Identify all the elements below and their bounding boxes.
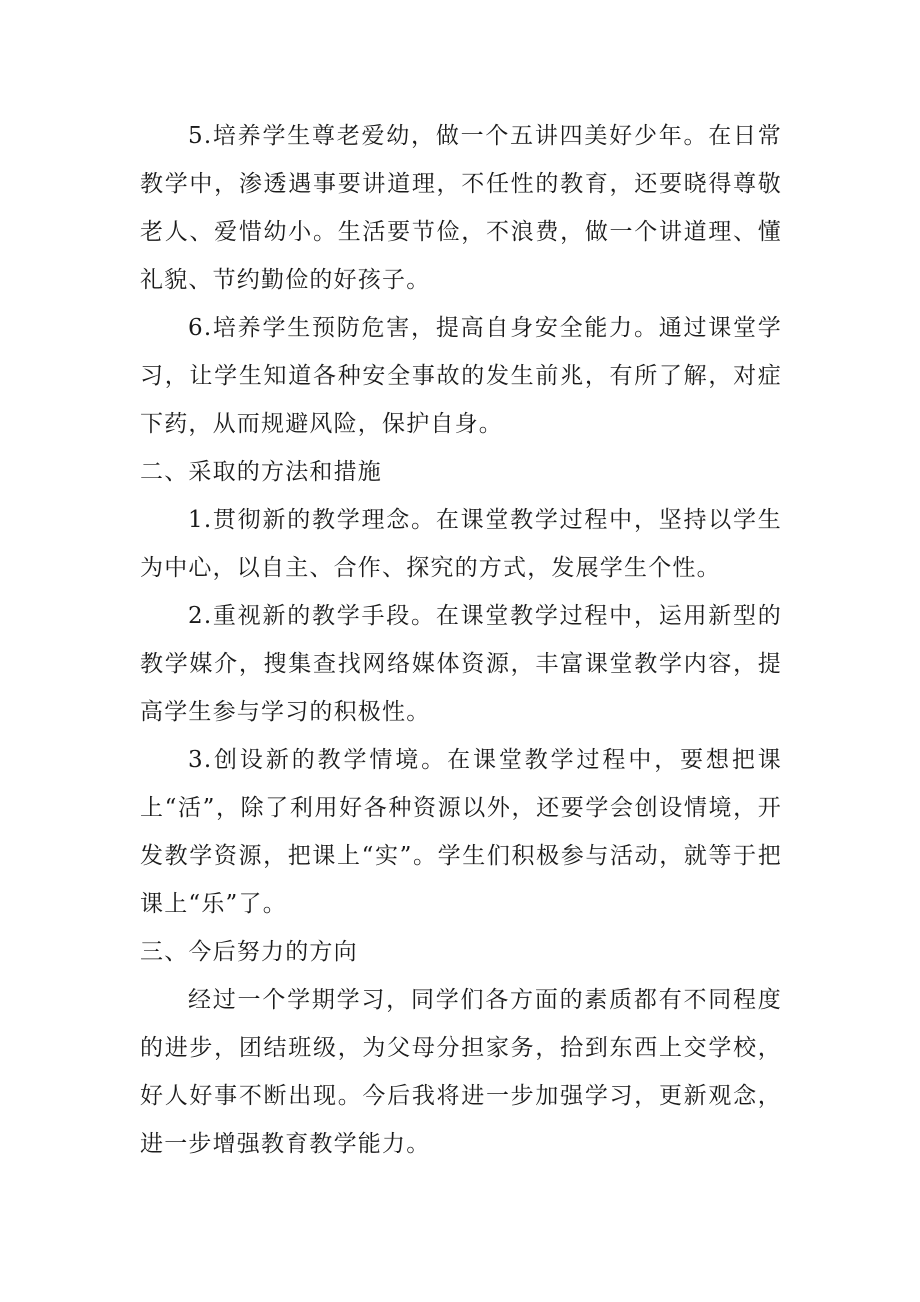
paragraph-method-3: 3.创设新的教学情境。在课堂教学过程中，要想把课上“活”，除了利用好各种资源以外，还要学会创设情境，开发教学资源，把课上“实”。学生们积极参与活动，就等于把课上“乐”了。 [140, 747, 782, 917]
document-page [140, 112, 782, 1168]
paragraph-method-1: 1.贯彻新的教学理念。在课堂教学过程中，坚持以学生为中心，以自主、合作、探究的方式，发展学生个性。 [140, 507, 782, 581]
section-heading-methods: 二、采取的方法和措施 [140, 459, 382, 485]
paragraph-future: 经过一个学期学习，同学们各方面的素质都有不同程度的进步，团结班级，为父母分担家务，拾到东西上交学校，好人好事不断出现。今后我将进一步加强学习，更新观念，进一步增强教育教学能力。 [140, 987, 782, 1157]
section-heading-future: 三、今后努力的方向 [140, 939, 358, 965]
paragraph-item-6: 6.培养学生预防危害，提高自身安全能力。通过课堂学习，让学生知道各种安全事故的发生前兆，有所了解，对症下药，从而规避风险，保护自身。 [140, 315, 782, 437]
paragraph-method-2: 2.重视新的教学手段。在课堂教学过程中，运用新型的教学媒介，搜集查找网络媒体资源，丰富课堂教学内容，提高学生参与学习的积极性。 [140, 603, 782, 725]
paragraph-item-5: 5.培养学生尊老爱幼，做一个五讲四美好少年。在日常教学中，渗透遇事要讲道理，不任性的教育，还要晓得尊敬老人、爱惜幼小。生活要节俭，不浪费，做一个讲道理、懂礼貌、节约勤俭的好孩子。 [140, 123, 782, 293]
